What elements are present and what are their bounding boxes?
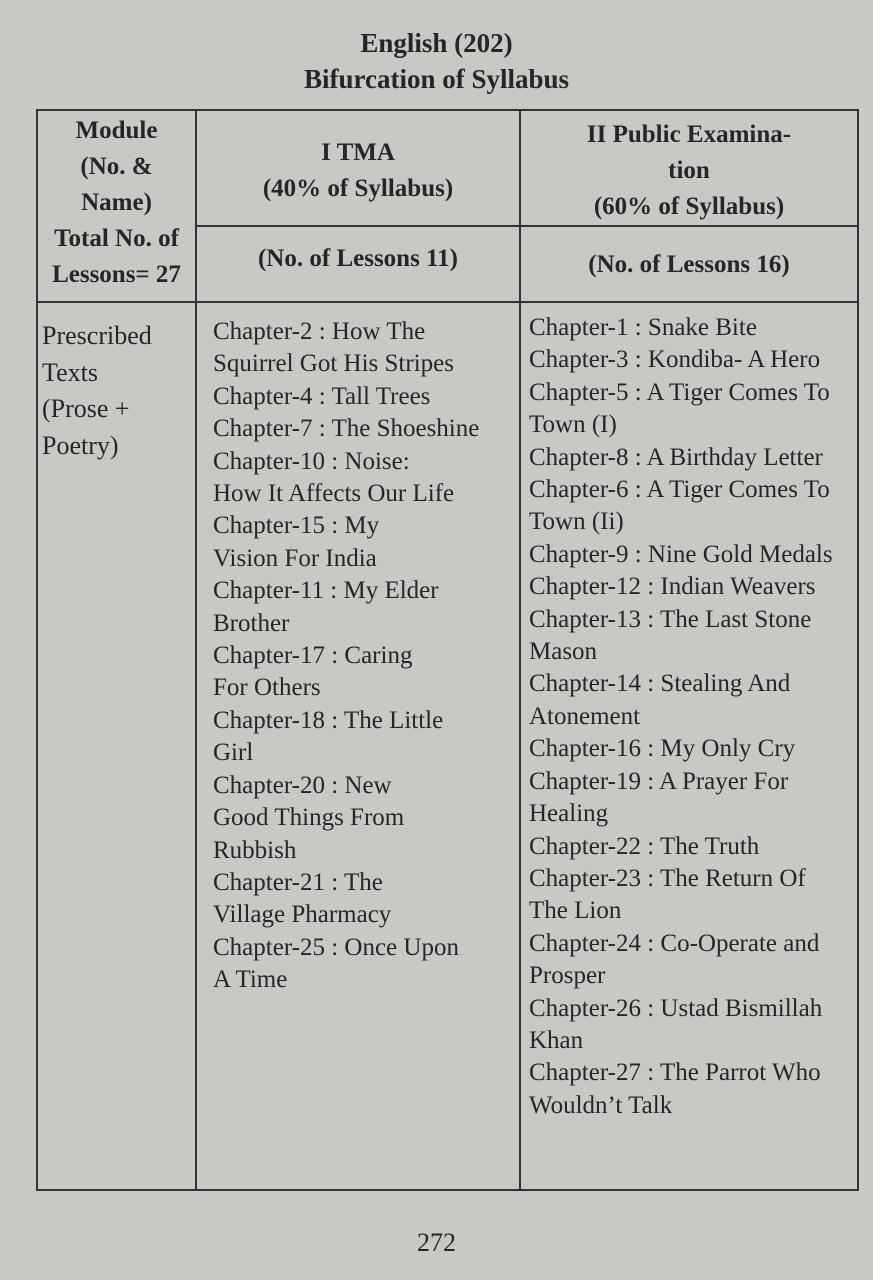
- exam-header-line: tion: [668, 157, 710, 184]
- tma-chapter-line: Chapter-15 : My: [213, 512, 380, 540]
- exam-chapter-line: Chapter-6 : A Tiger Comes To: [529, 476, 830, 504]
- tma-chapter-line: Chapter-2 : How The: [213, 318, 426, 345]
- exam-chapter-line: Prosper: [529, 962, 606, 990]
- exam-lessons-cell: [520, 226, 858, 302]
- exam-chapter-line: Chapter-23 : The Return Of: [529, 864, 806, 892]
- exam-chapter-line: Chapter-22 : The Truth: [529, 832, 760, 860]
- exam-chapter-line: Wouldn’t Talk: [529, 1091, 673, 1119]
- tma-lesson-count: (No. of Lessons 11): [257, 245, 458, 272]
- tma-header-cell: [196, 110, 520, 226]
- tma-chapter-line: Chapter-25 : Once Upon: [213, 933, 459, 961]
- exam-chapter-list: [521, 303, 857, 1122]
- exam-chapter-line: Chapter-8 : A Birthday Letter: [529, 443, 823, 471]
- exam-chapter-line: Chapter-9 : Nine Gold Medals: [529, 540, 833, 568]
- exam-header-line: (60% of Syllabus): [593, 193, 785, 220]
- exam-chapter-line: Chapter-1 : Snake Bite: [529, 314, 757, 341]
- exam-chapter-line: Chapter-5 : A Tiger Comes To: [529, 378, 830, 406]
- exam-chapter-line: Atonement: [529, 702, 641, 730]
- module-header-line: Total No. of: [54, 225, 179, 252]
- tma-body-cell: [196, 302, 520, 1190]
- tma-chapter-line: Rubbish: [213, 836, 297, 864]
- module-line: (Prose +: [42, 394, 130, 423]
- module-list: [38, 303, 195, 464]
- exam-chapter-line: Chapter-26 : Ustad Bismillah: [529, 994, 823, 1022]
- exam-lesson-count: (No. of Lessons 16): [588, 251, 790, 278]
- exam-chapter-line: Town (Ii): [529, 508, 624, 536]
- module-header-line: Lessons= 27: [52, 261, 181, 288]
- tma-chapter-line: Chapter-21 : The: [213, 868, 383, 896]
- exam-chapter-line: Chapter-27 : The Parrot Who: [529, 1059, 821, 1087]
- tma-chapter-line: Chapter-17 : Caring: [213, 642, 413, 670]
- exam-chapter-line: Chapter-14 : Stealing And: [529, 670, 791, 698]
- tma-lessons-cell: [196, 226, 520, 302]
- tma-header-line: (40% of Syllabus): [262, 175, 454, 202]
- module-header-cell: [37, 110, 196, 302]
- tma-chapter-line: Village Pharmacy: [213, 901, 392, 929]
- module-header-line: Module: [75, 117, 158, 144]
- tma-chapter-line: Chapter-11 : My Elder: [213, 577, 439, 605]
- tma-header-line: I TMA: [321, 139, 395, 166]
- tma-chapter-line: Squirrel Got His Stripes: [213, 350, 454, 378]
- tma-chapter-line: Good Things From: [213, 804, 405, 832]
- module-header-line: (No. &: [80, 153, 153, 180]
- module-line: Texts: [42, 357, 98, 387]
- page-title: English (202): [360, 28, 513, 58]
- exam-chapter-line: Khan: [529, 1026, 584, 1054]
- page-subtitle: Bifurcation of Syllabus: [303, 64, 570, 94]
- tma-chapter-line: For Others: [213, 674, 321, 702]
- tma-chapter-line: Chapter-20 : New: [213, 771, 392, 799]
- exam-header-line: II Public Examina-: [586, 121, 792, 148]
- tma-chapter-line: Girl: [213, 739, 254, 767]
- tma-chapter-line: Vision For India: [213, 544, 377, 572]
- module-body-cell: [37, 302, 196, 1190]
- exam-header-cell: [520, 110, 858, 226]
- tma-chapter-line: Chapter-18 : The Little: [213, 706, 444, 734]
- exam-chapter-line: Chapter-16 : My Only Cry: [529, 735, 796, 763]
- exam-chapter-line: Chapter-12 : Indian Weavers: [529, 573, 816, 601]
- tma-chapter-line: How It Affects Our Life: [213, 480, 455, 508]
- exam-chapter-line: Mason: [529, 638, 598, 666]
- exam-chapter-line: Town (I): [529, 411, 617, 439]
- module-header-line: Name): [81, 189, 152, 216]
- tma-chapter-line: Brother: [213, 609, 290, 637]
- exam-chapter-line: Chapter-24 : Co-Operate and: [529, 929, 820, 957]
- exam-chapter-line: Chapter-3 : Kondiba- A Hero: [529, 346, 821, 374]
- tma-chapter-line: Chapter-7 : The Shoeshine: [213, 415, 480, 443]
- tma-chapter-line: Chapter-10 : Noise:: [213, 447, 410, 475]
- tma-chapter-line: A Time: [213, 966, 288, 994]
- module-line: Poetry): [42, 430, 119, 460]
- exam-chapter-line: Healing: [529, 800, 609, 828]
- exam-chapter-line: Chapter-19 : A Prayer For: [529, 767, 789, 795]
- syllabus-table: [36, 109, 859, 1191]
- exam-body-cell: [520, 302, 858, 1190]
- tma-chapter-line: Chapter-4 : Tall Trees: [213, 382, 431, 410]
- exam-chapter-line: Chapter-13 : The Last Stone: [529, 605, 812, 633]
- exam-chapter-line: The Lion: [529, 897, 622, 925]
- tma-chapter-list: [197, 303, 519, 997]
- page-number: 272: [417, 1228, 456, 1257]
- module-line: Prescribed: [42, 321, 152, 350]
